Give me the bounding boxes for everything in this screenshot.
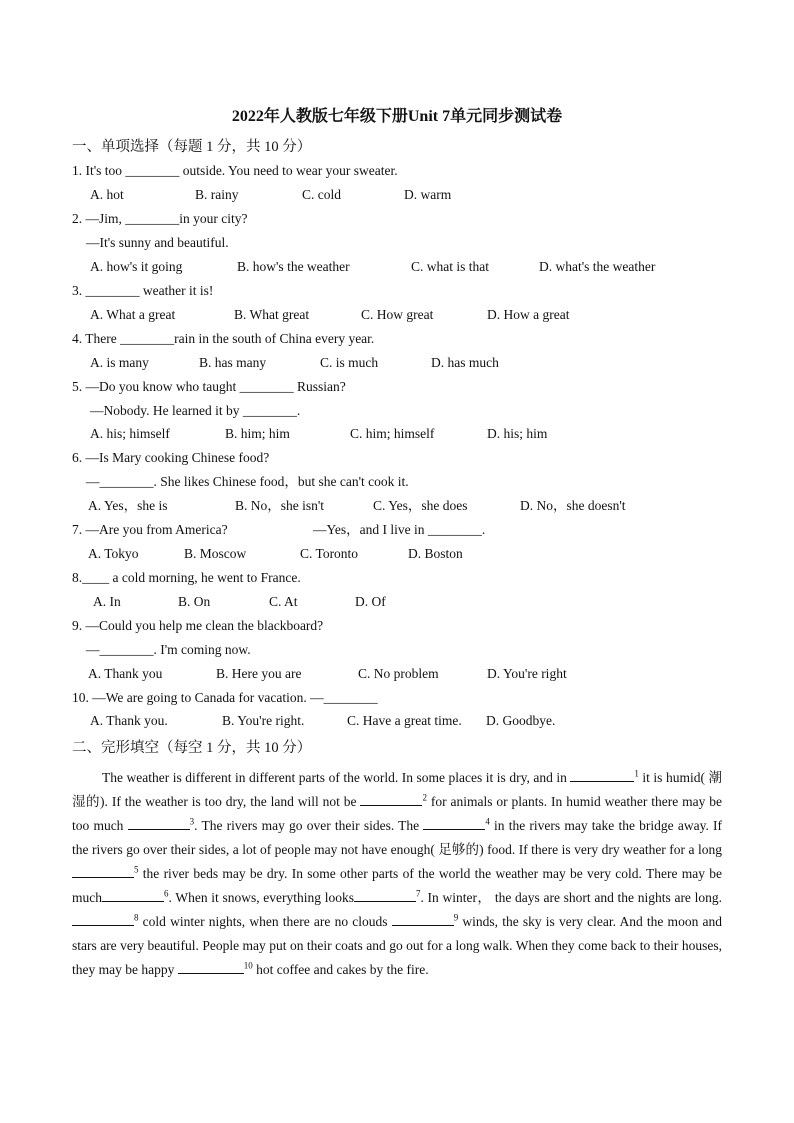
q4-option-a: A. is many: [90, 355, 149, 370]
blank-number: 3: [189, 816, 195, 827]
cloze-blank: [102, 888, 164, 902]
blank-number: 9: [453, 912, 459, 923]
q9-option-c: C. No problem: [358, 666, 439, 681]
section2-heading: 二、完形填空（每空 1 分，共 10 分）: [72, 740, 312, 756]
passage-text: in the rivers may take the bridge away. If the rivers go over their sides, a lot of people may not have enough( 足够的) food. If there is very dry weather for a long: [72, 818, 722, 857]
question-6-reply: —________. She likes Chinese food，but she can't cook it.: [86, 474, 409, 489]
q3-option-a: A. What a great: [90, 307, 176, 322]
passage-text: for animals or plants. In humid weather there may be too much: [72, 794, 722, 833]
q5-option-c: C. him; himself: [350, 426, 435, 441]
q8-option-a: A. In: [93, 594, 121, 609]
q8-option-d: D. Of: [355, 594, 386, 609]
q6-option-d: D. No，she doesn't: [520, 498, 626, 513]
blank-number: 7: [415, 888, 421, 899]
question-9-reply: —________. I'm coming now.: [86, 642, 251, 657]
q5-option-a: A. his; himself: [90, 426, 170, 441]
q10-option-d: D. Goodbye.: [486, 713, 556, 728]
q2-option-b: B. how's the weather: [237, 259, 350, 274]
q7-option-d: D. Boston: [408, 546, 463, 561]
section1-heading: 一、单项选择（每题 1 分，共 10 分）: [72, 139, 312, 155]
passage-text: cold winter nights, when there are no clouds: [138, 914, 392, 929]
cloze-passage: [72, 766, 722, 982]
question-8: 8.____ a cold morning, he went to France.: [72, 570, 301, 585]
cloze-blank: [72, 864, 134, 878]
cloze-blank: [392, 912, 454, 926]
q7-option-b: B. Moscow: [184, 546, 247, 561]
blank-number: 10: [243, 960, 253, 971]
question-6: 6. —Is Mary cooking Chinese food?: [72, 450, 270, 465]
question-7: 7. —Are you from America?: [72, 522, 228, 537]
q7-option-c: C. Toronto: [300, 546, 359, 561]
passage-text: winds, the sky is very clear. And the moon and stars are very beautiful. People may put on their coats and go out for a long walk. When they come back to their houses, they may be happy: [72, 914, 722, 977]
cloze-blank: [128, 816, 190, 830]
q8-option-b: B. On: [178, 594, 211, 609]
q10-option-a: A. Thank you.: [90, 713, 168, 728]
q3-option-c: C. How great: [361, 307, 434, 322]
cloze-blank: [360, 792, 422, 806]
cloze-blank: [570, 768, 634, 782]
q9-option-a: A. Thank you: [88, 666, 163, 681]
question-7-reply: —Yes，and I live in ________.: [313, 522, 486, 537]
q2-option-a: A. how's it going: [90, 259, 183, 274]
q2-option-c: C. what is that: [411, 259, 489, 274]
q4-option-d: D. has much: [431, 355, 499, 370]
q10-option-c: C. Have a great time.: [347, 713, 462, 728]
passage-text: it is humid( 潮湿的). If the weather is too dry, the land will not be: [72, 770, 722, 809]
q3-option-d: D. How a great: [487, 307, 570, 322]
q6-option-c: C. Yes，she does: [373, 498, 468, 513]
passage-text: hot coffee and cakes by the fire.: [252, 962, 429, 977]
question-5-reply: —Nobody. He learned it by ________.: [90, 403, 301, 418]
cloze-blank: [423, 816, 485, 830]
blank-number: 2: [422, 792, 427, 803]
page-title: 2022年人教版七年级下册Unit 7单元同步测试卷: [231, 108, 563, 125]
passage-text: . The rivers may go over their sides. The: [194, 818, 424, 833]
passage-text: The weather is different in different parts of the world. In some places it is dry, and in: [102, 770, 571, 785]
passage-text: . When it snows, everything looks: [168, 890, 354, 905]
blank-number: 6: [164, 888, 169, 899]
question-2: 2. —Jim, ________in your city?: [72, 211, 248, 226]
q6-option-b: B. No，she isn't: [235, 498, 325, 513]
question-10: 10. —We are going to Canada for vacation. —________: [72, 690, 378, 705]
q10-option-b: B. You're right.: [222, 713, 305, 728]
q6-option-a: A. Yes，she is: [88, 498, 168, 513]
blank-number: 1: [634, 768, 639, 779]
q3-option-b: B. What great: [234, 307, 310, 322]
question-1: 1. It's too ________ outside. You need to wear your sweater.: [72, 163, 398, 178]
blank-number: 4: [485, 816, 490, 827]
cloze-blank: [178, 960, 244, 974]
q7-option-a: A. Tokyo: [88, 546, 139, 561]
q5-option-b: B. him; him: [225, 426, 290, 441]
blank-number: 8: [134, 912, 139, 923]
q4-option-b: B. has many: [199, 355, 267, 370]
q9-option-b: B. Here you are: [216, 666, 302, 681]
q1-option-b: B. rainy: [195, 187, 239, 202]
q1-option-c: C. cold: [302, 187, 341, 202]
passage-text: the river beds may be dry. In some other parts of the world the weather may be very cold. There may be much: [72, 866, 722, 905]
q4-option-c: C. is much: [320, 355, 379, 370]
cloze-blank: [72, 912, 134, 926]
q5-option-d: D. his; him: [487, 426, 548, 441]
question-4: 4. There ________rain in the south of China every year.: [72, 331, 375, 346]
q8-option-c: C. At: [269, 594, 298, 609]
cloze-blank: [354, 888, 416, 902]
passage-text: . In winter， the days are short and the nights are long.: [420, 890, 723, 905]
q1-option-a: A. hot: [90, 187, 124, 202]
question-9: 9. —Could you help me clean the blackboard?: [72, 618, 324, 633]
q1-option-d: D. warm: [404, 187, 452, 202]
q9-option-d: D. You're right: [487, 666, 567, 681]
question-2-reply: —It's sunny and beautiful.: [86, 235, 229, 250]
question-5: 5. —Do you know who taught ________ Russian?: [72, 379, 346, 394]
q2-option-d: D. what's the weather: [539, 259, 656, 274]
question-3: 3. ________ weather it is!: [72, 283, 214, 298]
blank-number: 5: [134, 864, 139, 875]
